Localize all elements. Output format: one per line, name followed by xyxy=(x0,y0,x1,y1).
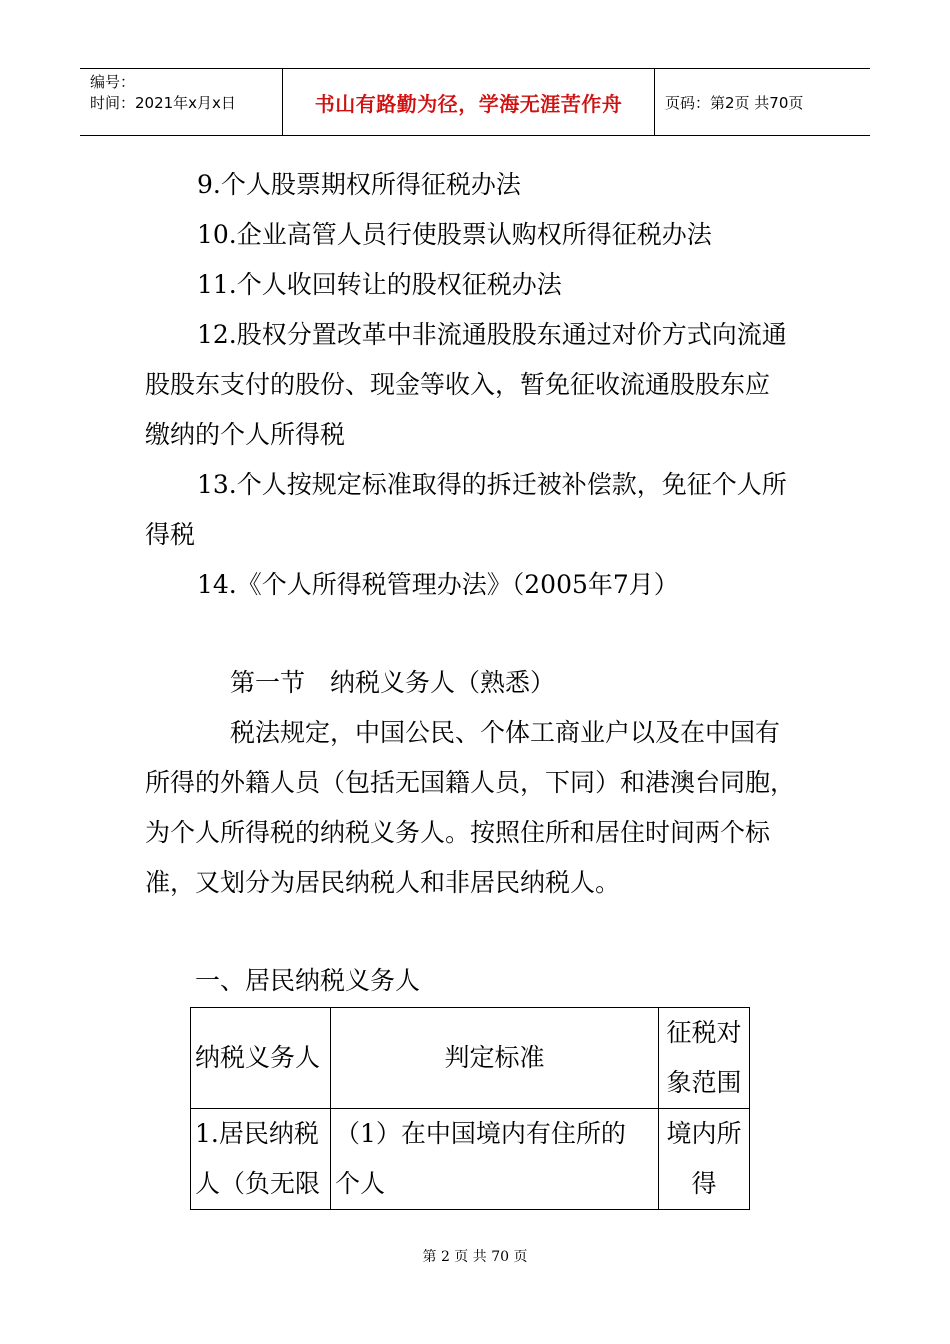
table-header-cell: 纳税义务人 xyxy=(191,1008,331,1109)
list-item-10: 10.企业高管人员行使股票认购权所得征税办法 xyxy=(197,220,712,249)
intro-paragraph: 税法规定，中国公民、个体工商业户以及在中国有 所得的外籍人员（包括无国籍人员，下同）和港澳台同胞， 为个人所得税的纳税义务人。按照住所和居住时间两个标 准，又划分为居民纳税人和非居民纳税人。 xyxy=(145,718,796,897)
header-motto: 书山有路勤为径，学海无涯苦作舟 xyxy=(314,91,623,116)
list-item-11: 11.个人收回转让的股权征税办法 xyxy=(197,270,562,299)
header-motto-cell xyxy=(283,69,655,135)
header-page-info: 页码：第2页 共70页 xyxy=(665,93,804,112)
header-meta xyxy=(80,69,283,135)
table-header-cell: 判定标准 xyxy=(331,1008,659,1109)
section-title: 第一节 纳税义务人（熟悉） xyxy=(230,668,556,697)
page-footer: 第 2 页 共 70 页 xyxy=(422,1249,528,1265)
table-cell: 境内所 得 xyxy=(659,1109,750,1210)
list-item-12: 12.股权分置改革中非流通股股东通过对价方式向流通 股股东支付的股份、现金等收入，暂免征收流通股股东应 缴纳的个人所得税 xyxy=(145,320,787,449)
taxpayer-table xyxy=(190,1007,750,1210)
time-label: 时间：2021年x月x日 xyxy=(90,94,236,112)
subsection-title: 一、居民纳税义务人 xyxy=(195,966,421,995)
table-cell: 1.居民纳税 人（负无限 xyxy=(191,1109,331,1210)
table-cell: （1）在中国境内有住所的 个人 xyxy=(331,1109,659,1210)
list-item-13: 13.个人按规定标准取得的拆迁被补偿款，免征个人所 得税 xyxy=(145,470,787,549)
table-row xyxy=(191,1109,750,1210)
table-header-cell: 征税对 象范围 xyxy=(659,1008,750,1109)
list-item-14: 14.《个人所得税管理办法》（2005年7月） xyxy=(197,570,679,599)
page-header xyxy=(80,68,870,136)
number-label: 编号： xyxy=(90,73,136,91)
table-header-row xyxy=(191,1008,750,1109)
list-item-9: 9.个人股票期权所得征税办法 xyxy=(197,170,521,199)
